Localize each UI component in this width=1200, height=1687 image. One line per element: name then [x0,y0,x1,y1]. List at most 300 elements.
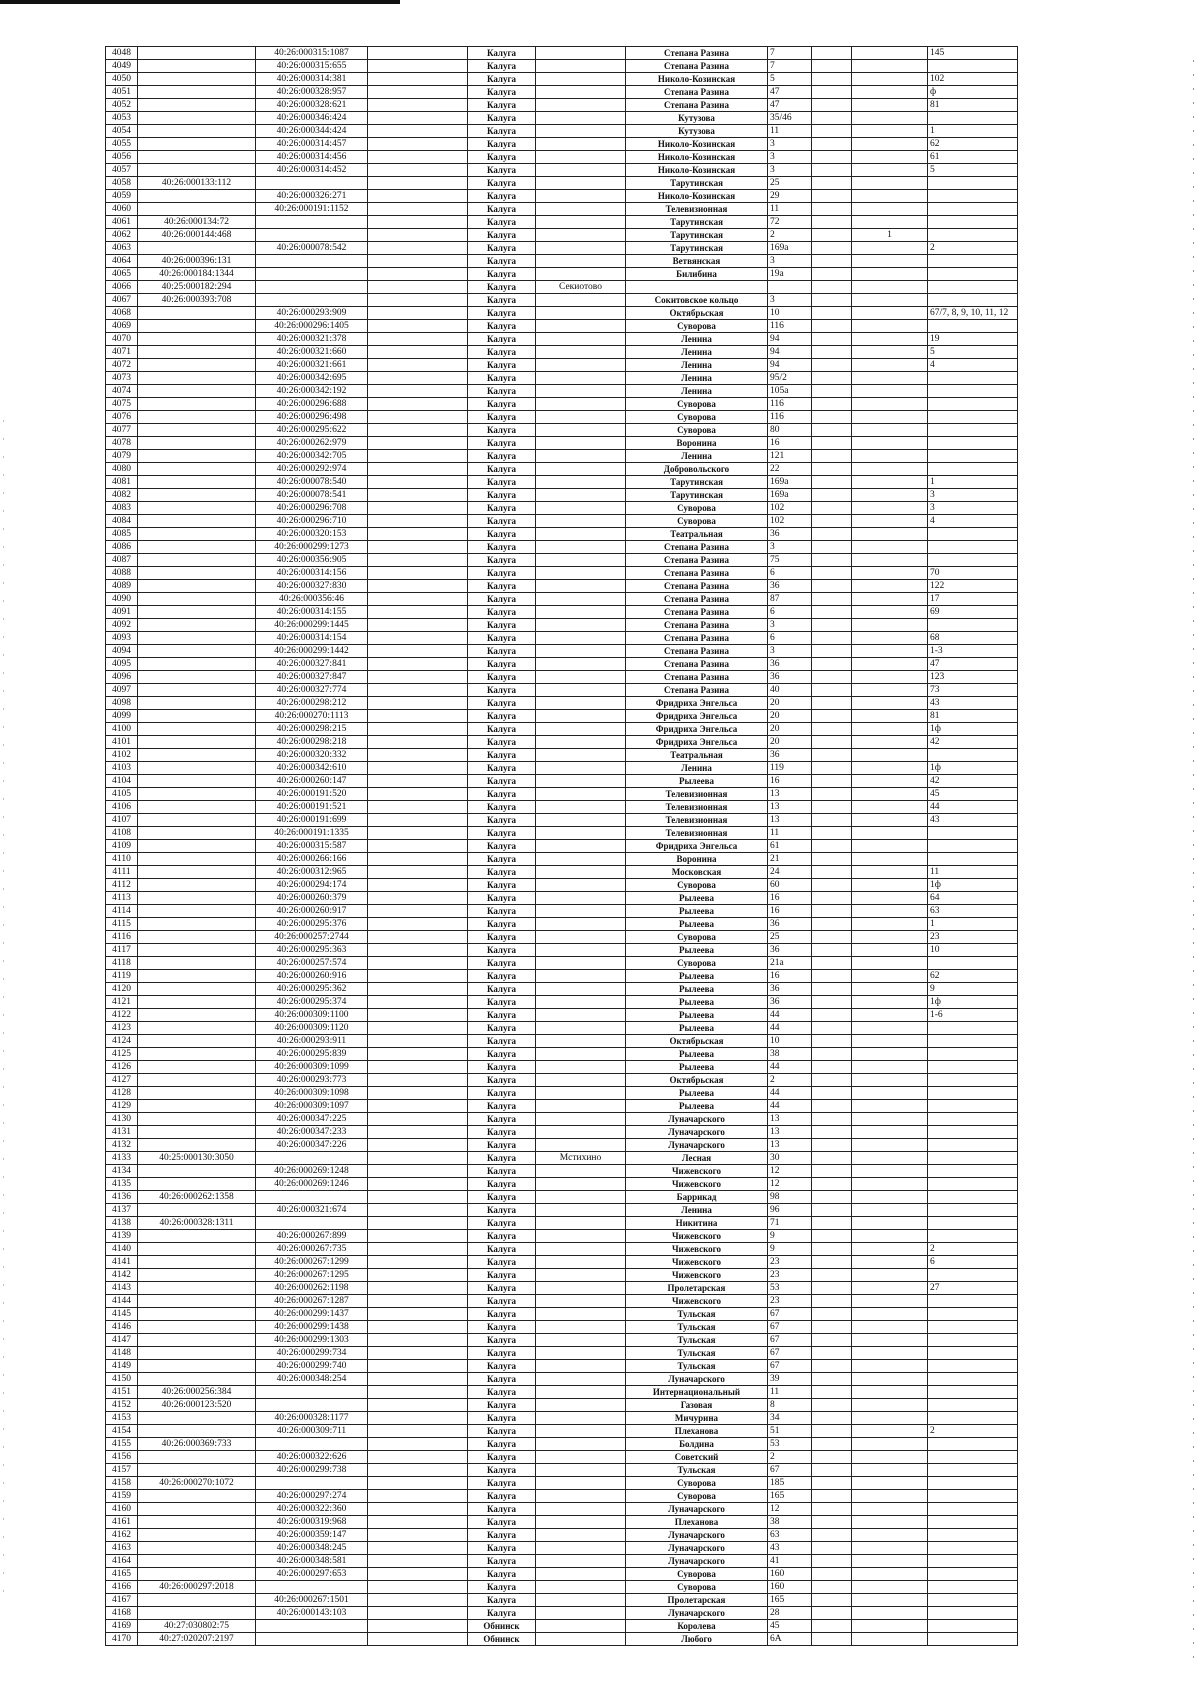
land-cadastral-number-cell [138,853,256,866]
house-number-cell: 12 [768,1503,812,1516]
building-number-cell [812,1139,852,1152]
table-row [106,983,1018,996]
city-cell: Калуга [468,229,536,242]
street-cell: Рылеева [626,1087,768,1100]
house-number-cell: 44 [768,1087,812,1100]
building-number-cell [812,515,852,528]
land-cadastral-number-cell [138,1282,256,1295]
settlement-cell [536,1061,626,1074]
city-cell: Калуга [468,762,536,775]
extra-cell-cell [368,1334,468,1347]
row-number-cell: 4164 [106,1555,138,1568]
apartment-number-cell: 3 [928,502,1018,515]
city-cell: Калуга [468,970,536,983]
house-number-cell: 23 [768,1295,812,1308]
settlement-cell [536,801,626,814]
structure-number-cell [852,1360,928,1373]
table-row [106,1373,1018,1386]
building-number-cell [812,1607,852,1620]
building-number-cell [812,86,852,99]
building-cadastral-number-cell: 40:26:000322:626 [256,1451,368,1464]
building-cadastral-number-cell: 40:26:000309:1098 [256,1087,368,1100]
building-cadastral-number-cell: 40:26:000342:610 [256,762,368,775]
building-number-cell [812,710,852,723]
apartment-number-cell: 81 [928,710,1018,723]
extra-cell-cell [368,593,468,606]
extra-cell-cell [368,1282,468,1295]
land-cadastral-number-cell [138,580,256,593]
apartment-number-cell [928,1126,1018,1139]
building-number-cell [812,931,852,944]
land-cadastral-number-cell [138,671,256,684]
building-number-cell [812,1308,852,1321]
city-cell: Калуга [468,736,536,749]
building-number-cell [812,1269,852,1282]
building-cadastral-number-cell [256,229,368,242]
house-number-cell: 13 [768,1113,812,1126]
extra-cell-cell [368,827,468,840]
house-number-cell: 13 [768,1126,812,1139]
extra-cell-cell [368,1581,468,1594]
table-row [106,658,1018,671]
table-row [106,489,1018,502]
table-row [106,1399,1018,1412]
city-cell: Калуга [468,463,536,476]
row-number-cell: 4079 [106,450,138,463]
building-number-cell [812,1230,852,1243]
extra-cell-cell [368,658,468,671]
extra-cell-cell [368,866,468,879]
apartment-number-cell: 1 [928,125,1018,138]
land-cadastral-number-cell [138,1594,256,1607]
apartment-number-cell [928,1594,1018,1607]
settlement-cell [536,632,626,645]
settlement-cell [536,1542,626,1555]
street-cell: Пролетарская [626,1282,768,1295]
extra-cell-cell [368,801,468,814]
structure-number-cell [852,1633,928,1646]
building-number-cell [812,541,852,554]
table-row [106,138,1018,151]
building-number-cell [812,320,852,333]
house-number-cell: 41 [768,1555,812,1568]
settlement-cell [536,1373,626,1386]
settlement-cell [536,1464,626,1477]
extra-cell-cell [368,294,468,307]
street-cell: Тульская [626,1347,768,1360]
row-number-cell: 4064 [106,255,138,268]
row-number-cell: 4141 [106,1256,138,1269]
table-row [106,1412,1018,1425]
row-number-cell: 4049 [106,60,138,73]
table-row [106,879,1018,892]
apartment-number-cell [928,294,1018,307]
extra-cell-cell [368,1373,468,1386]
land-cadastral-number-cell [138,190,256,203]
settlement-cell [536,1035,626,1048]
house-number-cell: 36 [768,983,812,996]
city-cell: Калуга [468,541,536,554]
street-cell: Октябрьская [626,1035,768,1048]
table-row [106,242,1018,255]
settlement-cell [536,346,626,359]
apartment-number-cell [928,840,1018,853]
building-cadastral-number-cell: 40:26:000297:653 [256,1568,368,1581]
structure-number-cell [852,1035,928,1048]
apartment-number-cell: 64 [928,892,1018,905]
house-number-cell: 12 [768,1178,812,1191]
street-cell: Рылеева [626,996,768,1009]
city-cell: Калуга [468,1191,536,1204]
apartment-number-cell [928,1308,1018,1321]
extra-cell-cell [368,1269,468,1282]
table-row [106,1256,1018,1269]
table-row [106,749,1018,762]
city-cell: Калуга [468,1139,536,1152]
table-row [106,398,1018,411]
building-number-cell [812,203,852,216]
land-cadastral-number-cell: 40:26:000256:384 [138,1386,256,1399]
street-cell: Степана Разина [626,619,768,632]
structure-number-cell [852,398,928,411]
land-cadastral-number-cell [138,385,256,398]
settlement-cell [536,697,626,710]
row-number-cell: 4156 [106,1451,138,1464]
city-cell: Калуга [468,814,536,827]
apartment-number-cell [928,827,1018,840]
city-cell: Калуга [468,879,536,892]
building-cadastral-number-cell [256,294,368,307]
extra-cell-cell [368,333,468,346]
extra-cell-cell [368,879,468,892]
building-number-cell [812,502,852,515]
city-cell: Калуга [468,502,536,515]
extra-cell-cell [368,502,468,515]
house-number-cell: 165 [768,1594,812,1607]
street-cell: Советский [626,1451,768,1464]
row-number-cell: 4070 [106,333,138,346]
table-row [106,385,1018,398]
street-cell: Любого [626,1633,768,1646]
settlement-cell [536,606,626,619]
building-number-cell [812,99,852,112]
extra-cell-cell [368,697,468,710]
settlement-cell [536,528,626,541]
building-cadastral-number-cell: 40:26:000295:622 [256,424,368,437]
land-cadastral-number-cell [138,1334,256,1347]
apartment-number-cell: 102 [928,73,1018,86]
building-number-cell [812,1516,852,1529]
street-cell: Суворова [626,502,768,515]
house-number-cell: 36 [768,944,812,957]
city-cell: Калуга [468,1334,536,1347]
row-number-cell: 4084 [106,515,138,528]
house-number-cell: 21а [768,957,812,970]
building-cadastral-number-cell: 40:26:000347:225 [256,1113,368,1126]
land-cadastral-number-cell [138,242,256,255]
street-cell: Фридриха Энгельса [626,736,768,749]
building-number-cell [812,1035,852,1048]
extra-cell-cell [368,1230,468,1243]
extra-cell-cell [368,1477,468,1490]
apartment-number-cell [928,853,1018,866]
building-number-cell [812,294,852,307]
building-cadastral-number-cell: 40:26:000266:166 [256,853,368,866]
settlement-cell [536,853,626,866]
table-row [106,177,1018,190]
city-cell: Калуга [468,1048,536,1061]
row-number-cell: 4115 [106,918,138,931]
house-number-cell: 13 [768,788,812,801]
land-cadastral-number-cell [138,996,256,1009]
structure-number-cell [852,1412,928,1425]
row-number-cell: 4157 [106,1464,138,1477]
building-number-cell [812,281,852,294]
row-number-cell: 4137 [106,1204,138,1217]
structure-number-cell [852,255,928,268]
building-cadastral-number-cell: 40:26:000295:374 [256,996,368,1009]
street-cell: Чижевского [626,1243,768,1256]
table-row [106,1087,1018,1100]
table-row [106,580,1018,593]
row-number-cell: 4083 [106,502,138,515]
building-number-cell [812,1009,852,1022]
building-number-cell [812,1633,852,1646]
street-cell: Ленина [626,450,768,463]
house-number-cell: 119 [768,762,812,775]
city-cell: Калуга [468,1009,536,1022]
land-cadastral-number-cell [138,1321,256,1334]
extra-cell-cell [368,489,468,502]
settlement-cell [536,970,626,983]
land-cadastral-number-cell [138,359,256,372]
settlement-cell [536,554,626,567]
building-cadastral-number-cell: 40:26:000296:1405 [256,320,368,333]
apartment-number-cell [928,1165,1018,1178]
land-cadastral-number-cell [138,333,256,346]
street-cell: Степана Разина [626,60,768,73]
street-cell: Ленина [626,333,768,346]
land-cadastral-number-cell: 40:26:000328:1311 [138,1217,256,1230]
building-number-cell [812,1399,852,1412]
street-cell: Воронина [626,853,768,866]
building-number-cell [812,580,852,593]
structure-number-cell [852,671,928,684]
building-cadastral-number-cell: 40:26:000267:1299 [256,1256,368,1269]
building-number-cell [812,1451,852,1464]
land-cadastral-number-cell [138,1087,256,1100]
land-cadastral-number-cell [138,60,256,73]
city-cell: Калуга [468,684,536,697]
land-cadastral-number-cell: 40:26:000396:131 [138,255,256,268]
row-number-cell: 4127 [106,1074,138,1087]
building-number-cell [812,1126,852,1139]
extra-cell-cell [368,73,468,86]
house-number-cell: 36 [768,671,812,684]
building-cadastral-number-cell: 40:26:000315:587 [256,840,368,853]
house-number-cell: 29 [768,190,812,203]
extra-cell-cell [368,1542,468,1555]
structure-number-cell [852,307,928,320]
land-cadastral-number-cell [138,1126,256,1139]
apartment-number-cell: 43 [928,814,1018,827]
land-cadastral-number-cell [138,1243,256,1256]
building-number-cell [812,190,852,203]
structure-number-cell [852,190,928,203]
building-number-cell [812,957,852,970]
apartment-number-cell [928,1386,1018,1399]
building-number-cell [812,1295,852,1308]
row-number-cell: 4158 [106,1477,138,1490]
land-cadastral-number-cell [138,346,256,359]
table-row [106,1113,1018,1126]
table-row [106,463,1018,476]
row-number-cell: 4080 [106,463,138,476]
table-row [106,827,1018,840]
house-number-cell: 116 [768,398,812,411]
settlement-cell [536,1282,626,1295]
building-cadastral-number-cell: 40:26:000299:1445 [256,619,368,632]
city-cell: Калуга [468,1165,536,1178]
house-number-cell: 160 [768,1568,812,1581]
street-cell: Тульская [626,1308,768,1321]
structure-number-cell [852,749,928,762]
city-cell: Калуга [468,827,536,840]
land-cadastral-number-cell [138,801,256,814]
building-cadastral-number-cell: 40:26:000297:274 [256,1490,368,1503]
table-row [106,1386,1018,1399]
apartment-number-cell: 5 [928,346,1018,359]
table-row [106,840,1018,853]
extra-cell-cell [368,1191,468,1204]
house-number-cell: 11 [768,203,812,216]
row-number-cell: 4089 [106,580,138,593]
building-cadastral-number-cell: 40:26:000296:688 [256,398,368,411]
apartment-number-cell [928,957,1018,970]
apartment-number-cell: 47 [928,658,1018,671]
land-cadastral-number-cell [138,1178,256,1191]
city-cell: Калуга [468,1035,536,1048]
structure-number-cell [852,1074,928,1087]
table-row [106,1438,1018,1451]
apartment-number-cell [928,1152,1018,1165]
street-cell: Чижевского [626,1230,768,1243]
land-cadastral-number-cell [138,541,256,554]
extra-cell-cell [368,1360,468,1373]
street-cell: Степана Разина [626,606,768,619]
building-number-cell [812,775,852,788]
street-cell: Рылеева [626,1009,768,1022]
extra-cell-cell [368,463,468,476]
table-row [106,1295,1018,1308]
table-row [106,1282,1018,1295]
land-cadastral-number-cell: 40:26:000393:708 [138,294,256,307]
house-number-cell: 13 [768,801,812,814]
building-number-cell [812,554,852,567]
building-cadastral-number-cell: 40:26:000260:917 [256,905,368,918]
building-cadastral-number-cell: 40:26:000292:974 [256,463,368,476]
table-row [106,268,1018,281]
building-number-cell [812,268,852,281]
settlement-cell [536,333,626,346]
city-cell: Калуга [468,1087,536,1100]
settlement-cell [536,1308,626,1321]
structure-number-cell [852,424,928,437]
settlement-cell [536,736,626,749]
table-row [106,372,1018,385]
apartment-number-cell [928,1139,1018,1152]
city-cell: Калуга [468,1243,536,1256]
settlement-cell [536,1139,626,1152]
apartment-number-cell [928,1503,1018,1516]
settlement-cell [536,1178,626,1191]
structure-number-cell [852,1373,928,1386]
structure-number-cell [852,1594,928,1607]
table-row [106,307,1018,320]
structure-number-cell [852,1555,928,1568]
apartment-number-cell [928,1581,1018,1594]
land-cadastral-number-cell: 40:27:030802:75 [138,1620,256,1633]
table-row [106,671,1018,684]
row-number-cell: 4150 [106,1373,138,1386]
table-row [106,294,1018,307]
building-cadastral-number-cell: 40:26:000346:424 [256,112,368,125]
land-cadastral-number-cell: 40:26:000134:72 [138,216,256,229]
table-row [106,1217,1018,1230]
house-number-cell: 44 [768,1009,812,1022]
structure-number-cell [852,814,928,827]
building-cadastral-number-cell: 40:26:000319:968 [256,1516,368,1529]
settlement-cell [536,203,626,216]
street-cell: Телевизионная [626,203,768,216]
land-cadastral-number-cell [138,619,256,632]
house-number-cell: 36 [768,528,812,541]
apartment-number-cell [928,424,1018,437]
extra-cell-cell [368,671,468,684]
structure-number-cell: 1 [852,229,928,242]
land-cadastral-number-cell [138,645,256,658]
table-row [106,1035,1018,1048]
apartment-number-cell: 67/7, 8, 9, 10, 11, 12 [928,307,1018,320]
house-number-cell: 43 [768,1542,812,1555]
apartment-number-cell [928,1191,1018,1204]
row-number-cell: 4058 [106,177,138,190]
land-cadastral-number-cell [138,827,256,840]
apartment-number-cell [928,411,1018,424]
settlement-cell [536,112,626,125]
house-number-cell: 67 [768,1334,812,1347]
city-cell: Калуга [468,1360,536,1373]
city-cell: Калуга [468,931,536,944]
building-cadastral-number-cell [256,1477,368,1490]
table-row [106,450,1018,463]
row-number-cell: 4124 [106,1035,138,1048]
land-cadastral-number-cell: 40:26:000262:1358 [138,1191,256,1204]
table-row [106,1061,1018,1074]
structure-number-cell [852,268,928,281]
apartment-number-cell [928,1490,1018,1503]
building-cadastral-number-cell: 40:26:000191:699 [256,814,368,827]
street-cell: Ленина [626,359,768,372]
structure-number-cell [852,294,928,307]
structure-number-cell [852,359,928,372]
street-cell: Плеханова [626,1516,768,1529]
house-number-cell: 94 [768,359,812,372]
settlement-cell [536,294,626,307]
table-row [106,1568,1018,1581]
settlement-cell [536,1360,626,1373]
city-cell: Калуга [468,1100,536,1113]
